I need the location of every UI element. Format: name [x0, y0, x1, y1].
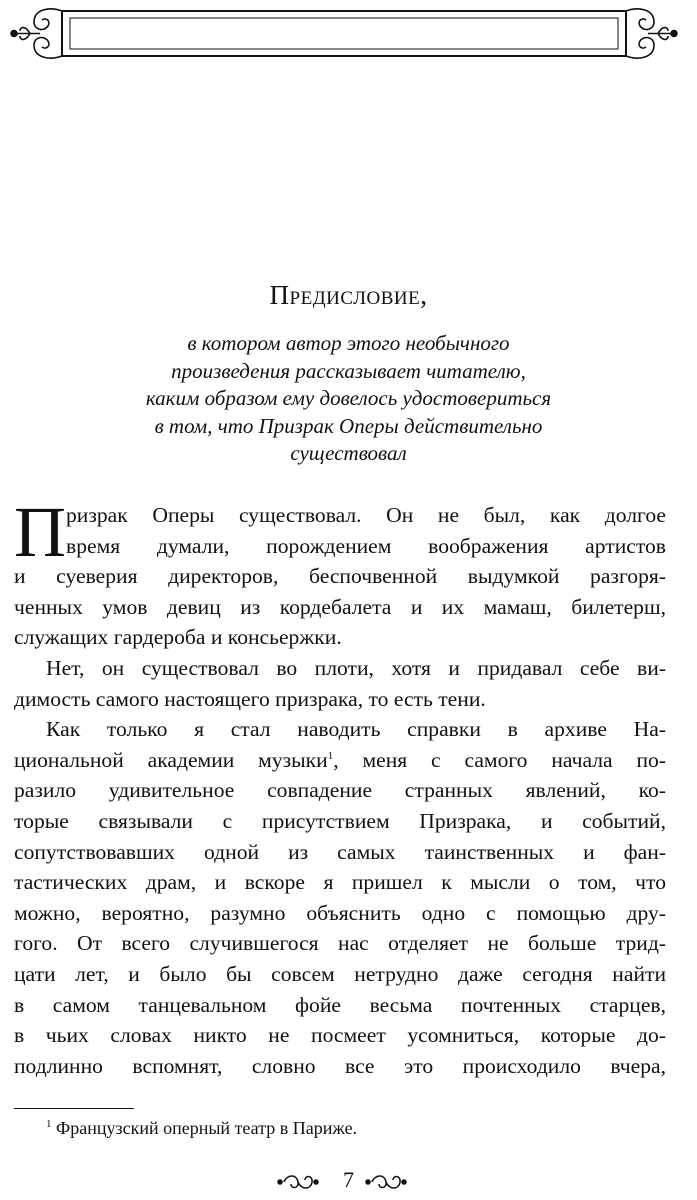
chapter-title: Предисловие,	[269, 280, 428, 310]
text-line: и суеверия директоров, беспочвенной выдумкой разгоря-	[14, 564, 666, 589]
text-line: в чьих словах никто не посмеет усомниться, которые до-	[14, 1023, 666, 1048]
text-line: сопутствовавших одной из самых таинственных и фан-	[14, 839, 666, 864]
subtitle-line: каким образом ему довелось удостовериться	[145, 386, 552, 410]
footnote-ref[interactable]: 1	[327, 749, 334, 762]
text-segment: , меня с самого начала по-	[333, 747, 666, 772]
subtitle-line: существовал	[290, 441, 407, 465]
text-line: Как только я стал наводить справки в архиве На-	[46, 717, 666, 742]
text-line: димость самого настоящего призрака, то есть тени.	[14, 686, 486, 711]
subtitle-line: в том, что Призрак Оперы действительно	[154, 413, 543, 438]
subtitle-line: произведения рассказывает читателю,	[171, 358, 526, 383]
text-line: Нет, он существовал во плоти, хотя и придавал себе ви-	[46, 655, 666, 680]
text-line: служащих гардероба и консьержки.	[14, 625, 342, 650]
text-segment: циональной академии музыки	[14, 747, 328, 772]
text-line: ризрак Оперы существовал. Он не был, как долгое	[66, 503, 666, 527]
text-line: разило удивительное совпадение странных явлений, ко-	[14, 778, 666, 803]
text-line: гого. От всего случившегося нас отделяет не больше трид-	[14, 931, 666, 956]
drop-cap: П	[14, 492, 66, 572]
page-number: 7	[343, 1167, 354, 1192]
footnote-divider	[14, 1108, 134, 1109]
footnote-text: Французский оперный театр в Париже.	[51, 1118, 358, 1138]
footnote	[46, 1118, 357, 1139]
right-flourish-icon	[626, 9, 677, 58]
text-line: цати лет, и было бы совсем нетрудно даже сегодня найти	[14, 961, 666, 986]
text-line	[14, 745, 666, 776]
subtitle-line: в котором автор этого необычного	[187, 331, 510, 355]
text-line: время думали, порождением воображения артистов	[66, 533, 666, 558]
body-text	[14, 492, 666, 1081]
text-line: подлинно вспомнят, словно все это происходило вчера,	[14, 1053, 666, 1078]
left-flourish-icon	[11, 9, 62, 58]
text-line: торые связывали с присутствием Призрака, и событий,	[14, 808, 666, 833]
text-line: тастических драм, и вскоре я пришел к мысли о том, что	[14, 870, 666, 895]
page-footer	[0, 1165, 697, 1199]
text-line: можно, вероятно, разумно объяснить одно с помощью дру-	[14, 900, 666, 925]
footnote-marker: 1	[46, 1118, 52, 1130]
text-line: ченных умов девиц из кордебалета и их мамаш, билетерш,	[14, 594, 666, 619]
chapter-subtitle	[60, 330, 637, 468]
decorative-header-frame	[0, 0, 697, 70]
text-line: в самом танцевальном фойе весьма почтенных старцев,	[14, 992, 666, 1017]
